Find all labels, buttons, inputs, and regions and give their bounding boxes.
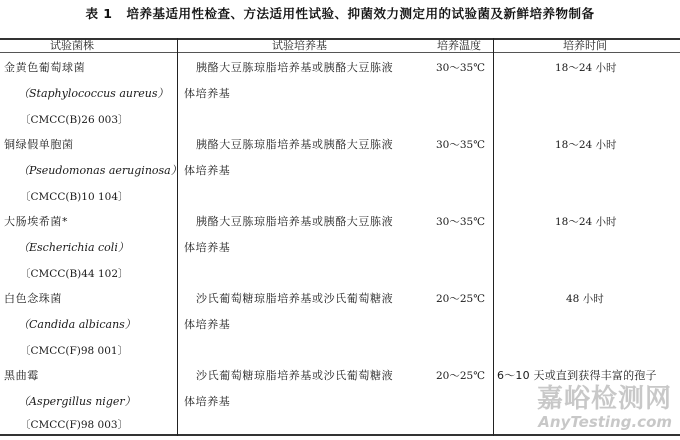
strain-code: 〔CMCC(F)98 001〕: [20, 345, 129, 357]
strain-code: 〔CMCC(B)44 102〕: [20, 268, 129, 280]
medium-line2: 体培养基: [184, 241, 231, 254]
medium-line1: 沙氏葡萄糖琼脂培养基或沙氏葡萄糖液: [196, 292, 394, 305]
strain-name: 大肠埃希菌*: [4, 215, 69, 228]
culture-time: 6～10 天或直到获得丰富的孢子: [497, 369, 657, 382]
table-number: 表 1: [85, 6, 113, 21]
strain-latin-name: （Aspergillus niger）: [18, 395, 136, 408]
watermark: [537, 384, 672, 430]
strain-latin-name: （Pseudomonas aeruginosa）: [18, 164, 182, 177]
table-title: [0, 4, 680, 22]
strain-code: 〔CMCC(B)26 003〕: [20, 114, 129, 126]
medium-line1: 胰酪大豆胨琼脂培养基或胰酪大豆胨液: [196, 138, 394, 151]
strain-latin-name: （Escherichia coli）: [18, 241, 129, 254]
temperature: 20～25℃: [436, 370, 485, 382]
culture-time: 18～24 小时: [555, 62, 617, 74]
strain-name: 黑曲霉: [4, 369, 39, 382]
header-temperature: 培养温度: [437, 39, 481, 52]
temperature: 20～25℃: [436, 293, 485, 305]
temperature: 30～35℃: [436, 139, 485, 151]
table-header-rule: [0, 52, 680, 53]
strain-name: 白色念珠菌: [4, 292, 62, 305]
strain-name: 金黄色葡萄球菌: [4, 61, 86, 74]
header-strain: 试验菌株: [50, 39, 94, 52]
culture-time: 48 小时: [566, 293, 604, 305]
column-divider-strain: [177, 38, 178, 436]
culture-time: 18～24 小时: [555, 216, 617, 228]
medium-line2: 体培养基: [184, 318, 231, 331]
watermark-cn: 嘉峪检测网: [536, 384, 672, 414]
strain-latin-name: （Staphylococcus aureus）: [18, 87, 169, 100]
medium-line1: 胰酪大豆胨琼脂培养基或胰酪大豆胨液: [196, 215, 394, 228]
medium-line1: 胰酪大豆胨琼脂培养基或胰酪大豆胨液: [196, 61, 394, 74]
watermark-en: AnyTesting.com: [538, 413, 672, 431]
column-divider-time: [493, 38, 494, 436]
medium-line2: 体培养基: [184, 87, 231, 100]
temperature: 30～35℃: [436, 62, 485, 74]
header-time: 培养时间: [563, 39, 607, 52]
strain-code: 〔CMCC(F)98 003〕: [20, 419, 129, 431]
header-medium: 试验培养基: [272, 39, 327, 52]
medium-line2: 体培养基: [184, 164, 231, 177]
culture-time: 18～24 小时: [555, 139, 617, 151]
medium-line1: 沙氏葡萄糖琼脂培养基或沙氏葡萄糖液: [196, 369, 394, 382]
temperature: 30～35℃: [436, 216, 485, 228]
strain-code: 〔CMCC(B)10 104〕: [20, 191, 129, 203]
table-caption: 培养基适用性检查、方法适用性试验、抑菌效力测定用的试验菌及新鲜培养物制备: [126, 6, 595, 21]
strain-name: 铜绿假单胞菌: [4, 138, 74, 151]
medium-line2: 体培养基: [184, 395, 231, 408]
strain-latin-name: （Candida albicans）: [18, 318, 136, 331]
